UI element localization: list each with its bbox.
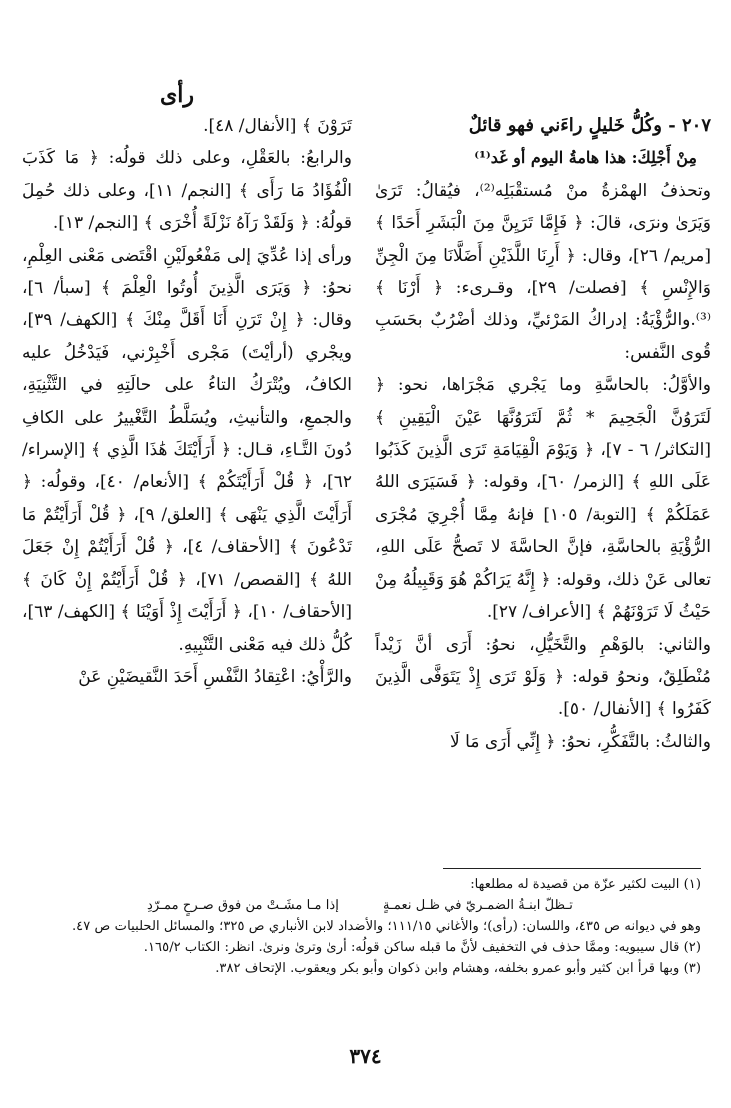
footnote-1-source: وهو في ديوانه ص ٤٣٥، واللسان: (رأى)؛ والأغاني ١١١/١٥؛ والأضداد لابن الأنباري ص ٣٢٥؛ والمسائل الحلبيات ص ٤٧. <box>71 919 701 934</box>
footnote-divider <box>443 868 701 869</box>
paragraph: والأوَّلُ: بالحاسَّةِ وما يَجْري مَجْرَاها، نحو: ﴿ لَتَرَوُنَّ الْجَحِيمَ * ثُمَّ لَتَرَوُنَّهَا عَيْنَ الْيَقِينِ ﴾ [التكاثر/ ٦ - ٧]، ﴿ وَيَوْمَ الْقِيَامَةِ تَرَى الَّذِينَ كَذَبُوا عَلَى اللهِ ﴾ [الزمر/ ٦٠]، وقوله: ﴿ فَسَيَرَى اللهُ عَمَلَكُمْ ﴾ [التوبة/ ١٠٥] فإنهُ مِمَّا أُجْرِيَ مُجْرَى الرُّؤْيَةِ بالحاسَّةِ، فإنَّ الحاسَّةَ لا تَصحُّ عَلَى اللهِ، تعالى عَنْ ذلك، وقوله: ﴿ إِنَّهُ يَرَاكُمْ هُوَ وَقَبِيلُهُ مِنْ حَيْثُ لَا تَرَوْنَهُمْ ﴾ [الأعراف/ ٢٧]. <box>375 375 711 623</box>
left-column <box>22 110 352 693</box>
footnote-3: (٣) وبها قرأ ابن كثير وأبو عمرو بخلفه، وهشام وابن ذكوان وأبو بكر ويعقوب. الإتحاف ٣٨٢. <box>215 961 701 976</box>
poem-hemistich-1: تـظلّ ابنـةُ الضمـريّ في ظـل نعمـةٍ <box>382 898 573 913</box>
paragraph: والرابعُ: بالعَقْلِ، وعلى ذلك قولُه: ﴿ مَا كَذَبَ الْفُؤَادُ مَا رَأَى ﴾ [النجم/ ١١]، وعلى ذلك حُمِلَ قولُهُ: ﴿ وَلَقَدْ رَآهُ نَزْلَةً أُخْرَى ﴾ [النجم/ ١٣]. <box>22 148 352 234</box>
paragraph: والرَّأْيُ: اعْتِقادُ النَّفْسِ أَحَدَ النَّقيضَيْنِ عَنْ <box>78 666 352 687</box>
footnote-1-poem <box>19 895 701 916</box>
page-number: ٣٧٤ <box>349 1044 382 1068</box>
verse-line-2: مِنْ أَجْلِكَ: هذا هامةُ اليوم أو غَد⁽¹⁾ <box>474 148 697 168</box>
paragraph: تَرَوْنَ ﴾ [الأنفال/ ٤٨]. <box>203 116 352 136</box>
footnote-2: (٢) قال سيبويه: وممَّا حذف في التخفيف لأنَّ ما قبله ساكن قولُه: أرىٰ وترىٰ ونرىٰ. انظر: الكتاب ١٦٥/٢. <box>143 940 701 955</box>
footnotes <box>19 874 701 979</box>
paragraph: ورأى إذا عُدِّيَ إلى مَفْعُولَيْنِ اقْتَضى مَعْنى العِلْمِ، نحوُ: ﴿ وَيَرَى الَّذِينَ أُوتُوا الْعِلْمَ ﴾ [سبأ/ ٦]، وقال: ﴿ إِنْ تَرَنِ أَنَا أَقَلَّ مِنْكَ ﴾ [الكهف/ ٣٩]، ويجْري (أرأيْتَ) مَجْرى أَخْبِرْني، فَيَدْخُلُ عليه الكافُ، ويُتْرَكُ التاءُ على حالَتِهِ في التَّثْنِيَةِ، والجمعِ، والتأنيثِ، ويُسَلَّطُ التَّغْييرُ على الكافِ دُونَ التَّـاءِ، قـال: ﴿ أَرَأَيْتَكَ هَٰذَا الَّذِي ﴾ [الإسراء/ ٦٢]، ﴿ قُلْ أَرَأَيْتَكُمْ ﴾ [الأنعام/ ٤٠]، وقولُه: ﴿ أَرَأَيْتَ الَّذِي يَنْهَى ﴾ [العلق/ ٩]، ﴿ قُلْ أَرَأَيْتُمْ مَا تَدْعُونَ ﴾ [الأحقاف/ ٤]، ﴿ قُلْ أَرَأَيْتُمْ إِنْ جَعَلَ اللهُ ﴾ [القصص/ ٧١]، ﴿ قُلْ أَرَأَيْتُمْ إِنْ كَانَ ﴾ [الأحقاف/ ١٠]، ﴿ أَرَأَيْتَ إِذْ أَوَيْنَا ﴾ [الكهف/ ٦٣]، كُلُّ ذلك فيه مَعْنى التَّنْبِيهِ. <box>22 245 353 655</box>
footnote-1-intro: (١) البيت لكثير عزّة من قصيدة له مطلعها: <box>470 877 701 892</box>
paragraph: وتحذفُ الهمْزةُ منْ مُستقْبَلِه⁽²⁾، فيُقالُ: تَرَىٰ وَيَرَىٰ ونرَى، قالَ: ﴿ فَإِمَّا تَرَيِنَّ مِنَ الْبَشَرِ أَحَدًا ﴾ [مريم/ ٢٦]، وقال: ﴿ أَرِنَا اللَّذَيْنِ أَضَلَّانَا مِنَ الْجِنِّ وَالإِنْسِ ﴾ [فصلت/ ٢٩]، وقـرىء: ﴿ أَرْنَا ﴾⁽³⁾.والرُّؤْيَةُ: إدراكُ المَرْئيِّ، وذلك أضْرُبٌ بحَسَبِ قُوى النَّفس: <box>375 180 711 363</box>
poem-hemistich-2: إذا مـا مشَـتْ من فوق صـرحٍ ممـرّدِ <box>147 898 339 913</box>
verse-line-1: ٢٠٧ - وكُلُّ خَليلٍ راءَني فهو قائلٌ <box>468 115 711 136</box>
right-column <box>375 110 711 758</box>
paragraph: والثاني: بالوَهْمِ والتَّخَيُّلِ، نحوُ: أَرَى أنَّ زَيْداً مُنْطَلِقٌ، ونحوُ قوله: ﴿ وَلَوْ تَرَى إِذْ يَتَوَفَّى الَّذِينَ كَفَرُوا ﴾ [الأنفال/ ٥٠]. <box>375 634 711 720</box>
page-header-word: رأى <box>160 82 194 108</box>
paragraph: والثالثُ: بالتَّفَكُّرِ، نحوُ: ﴿ إِنِّي أَرَى مَا لَا <box>450 731 711 752</box>
